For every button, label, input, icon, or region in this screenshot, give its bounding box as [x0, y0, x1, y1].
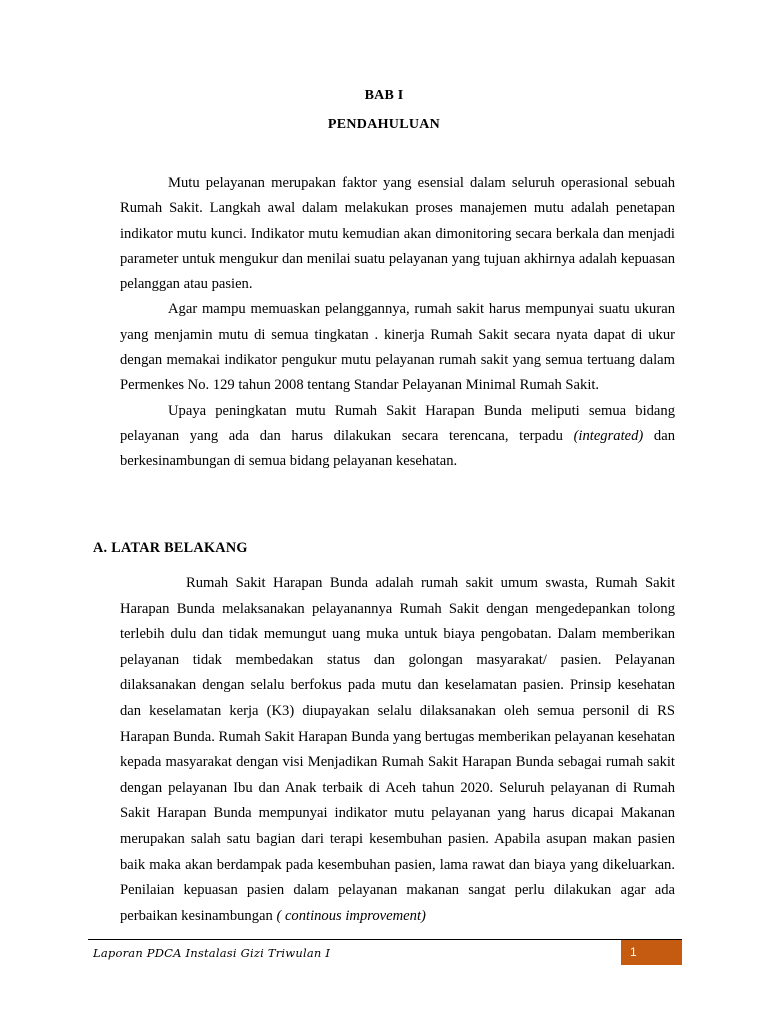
- footer-text: Laporan PDCA Instalasi Gizi Triwulan I: [93, 946, 331, 960]
- section-heading: A. LATAR BELAKANG: [93, 540, 248, 556]
- page-number-badge: 1: [621, 940, 682, 965]
- chapter-number: BAB I: [364, 88, 404, 103]
- intro-paragraph-3-tail: dan berkesinambungan di semua bidang pelayanan kesehatan.: [120, 427, 675, 470]
- intro-paragraph-3: [120, 399, 675, 475]
- section-paragraph-emphasis: ( continous improvement): [276, 907, 426, 924]
- intro-paragraph-3-text: Upaya peningkatan mutu Rumah Sakit Harapan Bunda meliputi semua bidang pelayanan yang ada dan harus dilakukan secara terencana, terpadu: [120, 402, 675, 444]
- intro-paragraph-1-text: Mutu pelayanan merupakan faktor yang esensial dalam seluruh operasional sebuah Rumah Sakit. Langkah awal dalam melakukan proses manajemen mutu adalah penetapan indikator mutu kunci. Indikator mutu kemudian akan dimonitoring secara berkala dan menjadi parameter untuk mengukur dan menilai suatu pelayanan yang tujuan akhirnya adalah kepuasan pelanggan atau pasien.: [120, 175, 675, 293]
- section-paragraph-text: Rumah Sakit Harapan Bunda adalah rumah sakit umum swasta, Rumah Sakit Harapan Bunda melaksanakan pelayanannya Rumah Sakit dengan mengedepankan tolong terlebih dulu dan tidak memungut uang muka untuk biaya pengobatan. Dalam memberikan pelayanan tidak membedakan status dan golongan masyarakat/ pasien. Pelayanan dilaksanakan dengan selalu berfokus pada mutu dan keselamatan pasien. Prinsip kesehatan dan keselamatan kerja (K3) diupayakan selalu dilaksanakan oleh semua personil di RS Harapan Bunda. Rumah Sakit Harapan Bunda yang bertugas memberikan pelayanan kesehatan kepada masyarakat dengan visi Menjadikan Rumah Sakit Harapan Bunda sebagai rumah sakit dengan pelayanan Ibu dan Anak terbaik di Aceh tahun 2020. Seluruh pelayanan di Rumah Sakit Harapan Bunda mempunyai indikator mutu pelayanan yang harus dicapai Makanan merupakan salah satu bagian dari terapi kesembuhan pasien. Apabila asupan makan pasien baik maka akan berdampak pada kesembuhan pasien, lama rawat dan biaya yang dikeluarkan. Penilaian kepuasan pasien dalam pelayanan makanan sangat perlu dilakukan agar ada perbaikan kesinambungan: [120, 575, 675, 924]
- intro-paragraph-3-emphasis: (integrated): [573, 427, 644, 444]
- section-paragraph: [120, 571, 675, 929]
- introduction-body: [120, 171, 675, 475]
- section-body: [120, 571, 675, 929]
- chapter-title: PENDAHULUAN: [327, 117, 441, 132]
- footer-divider: [88, 939, 682, 940]
- intro-paragraph-1: [120, 171, 675, 297]
- intro-paragraph-2: [120, 297, 675, 398]
- intro-paragraph-2-text: Agar mampu memuaskan pelanggannya, rumah sakit harus mempunyai suatu ukuran yang menjamin mutu di semua tingkatan . kinerja Rumah Sakit secara nyata dapat di ukur dengan memakai indikator pengukur mutu pelayanan rumah sakit yang semua tertuang dalam Permenkes No. 129 tahun 2008 tentang Standar Pelayanan Minimal Rumah Sakit.: [120, 301, 675, 394]
